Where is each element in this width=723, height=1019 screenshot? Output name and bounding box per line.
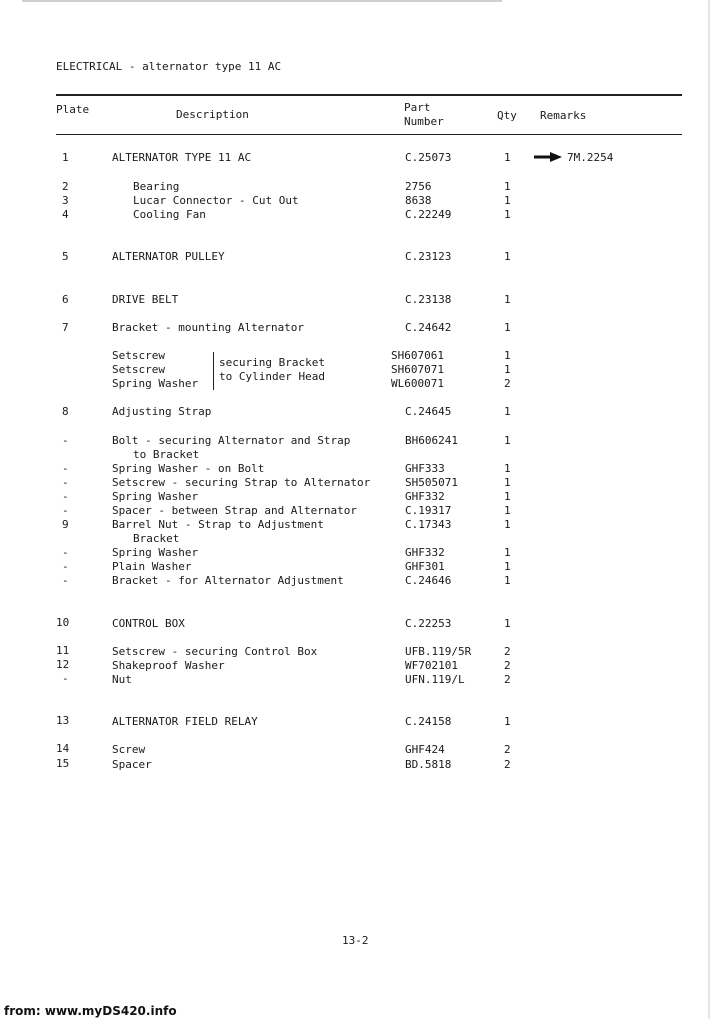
part-number: UFB.119/5R bbox=[405, 645, 472, 658]
description-continued: to Bracket bbox=[133, 448, 200, 461]
scan-edge-mark bbox=[708, 0, 710, 1019]
quantity: 1 bbox=[504, 434, 511, 447]
quantity: 2 bbox=[504, 758, 511, 771]
plate-number: - bbox=[62, 574, 69, 587]
plate-number: 4 bbox=[62, 208, 69, 221]
part-number: GHF424 bbox=[405, 743, 445, 756]
part-number: 8638 bbox=[405, 194, 432, 207]
plate-number: 12 bbox=[56, 658, 70, 671]
description: Spring Washer bbox=[112, 490, 199, 503]
quantity: 1 bbox=[504, 518, 511, 531]
description: Bearing bbox=[133, 180, 180, 193]
part-number: C.24646 bbox=[405, 574, 452, 587]
header-bottom-rule bbox=[56, 134, 682, 135]
part-number: BD.5818 bbox=[405, 758, 452, 771]
page-number: 13-2 bbox=[342, 934, 369, 947]
part-number: C.22249 bbox=[405, 208, 452, 221]
description: Spring Washer bbox=[112, 377, 199, 390]
quantity: 1 bbox=[504, 476, 511, 489]
part-number: C.24158 bbox=[405, 715, 452, 728]
col-header-remarks: Remarks bbox=[540, 109, 587, 122]
quantity: 1 bbox=[504, 462, 511, 475]
description: Adjusting Strap bbox=[112, 405, 212, 418]
quantity: 2 bbox=[504, 377, 511, 390]
description-continued: Bracket bbox=[133, 532, 180, 545]
scan-edge-mark bbox=[22, 0, 502, 2]
description: Barrel Nut - Strap to Adjustment bbox=[112, 518, 324, 531]
description: Screw bbox=[112, 743, 146, 756]
description: Spacer bbox=[112, 758, 152, 771]
plate-number: 8 bbox=[62, 405, 69, 418]
description: Setscrew bbox=[112, 349, 165, 362]
description: Spacer - between Strap and Alternator bbox=[112, 504, 358, 517]
quantity: 2 bbox=[504, 673, 511, 686]
col-header-part-number: Part bbox=[404, 101, 431, 114]
description: Setscrew - securing Strap to Alternator bbox=[112, 476, 371, 489]
part-number: C.19317 bbox=[405, 504, 452, 517]
quantity: 1 bbox=[504, 546, 511, 559]
part-number: C.17343 bbox=[405, 518, 452, 531]
part-number: SH505071 bbox=[405, 476, 458, 489]
quantity: 1 bbox=[504, 250, 511, 263]
quantity: 2 bbox=[504, 743, 511, 756]
description: Lucar Connector - Cut Out bbox=[133, 194, 299, 207]
plate-number: 2 bbox=[62, 180, 69, 193]
plate-number: 15 bbox=[56, 757, 70, 770]
grouping-bracket bbox=[213, 352, 214, 390]
quantity: 1 bbox=[504, 194, 511, 207]
quantity: 1 bbox=[504, 504, 511, 517]
part-number: GHF301 bbox=[405, 560, 445, 573]
part-number: WL600071 bbox=[391, 377, 444, 390]
quantity: 2 bbox=[504, 659, 511, 672]
page-title: ELECTRICAL - alternator type 11 AC bbox=[56, 60, 282, 73]
quantity: 1 bbox=[504, 490, 511, 503]
quantity: 1 bbox=[504, 715, 511, 728]
description: ALTERNATOR PULLEY bbox=[112, 250, 225, 263]
col-header-part-number: Number bbox=[404, 115, 444, 128]
col-header-description: Description bbox=[176, 108, 249, 121]
description: Bracket - mounting Alternator bbox=[112, 321, 305, 334]
description: Nut bbox=[112, 673, 132, 686]
plate-number: 11 bbox=[56, 644, 70, 657]
description: Setscrew bbox=[112, 363, 165, 376]
plate-number: - bbox=[62, 560, 69, 573]
plate-number: - bbox=[62, 476, 69, 489]
quantity: 1 bbox=[504, 560, 511, 573]
description: DRIVE BELT bbox=[112, 293, 179, 306]
part-number: C.24642 bbox=[405, 321, 452, 334]
quantity: 1 bbox=[504, 574, 511, 587]
part-number: SH607071 bbox=[391, 363, 444, 376]
plate-number: - bbox=[62, 546, 69, 559]
part-number: WF702101 bbox=[405, 659, 458, 672]
source-watermark: from: www.myDS420.info bbox=[4, 1004, 177, 1018]
description: CONTROL BOX bbox=[112, 617, 185, 630]
description: Setscrew - securing Control Box bbox=[112, 645, 318, 658]
plate-number: 1 bbox=[62, 151, 69, 164]
quantity: 1 bbox=[504, 180, 511, 193]
quantity: 2 bbox=[504, 645, 511, 658]
part-number: GHF332 bbox=[405, 490, 445, 503]
quantity: 1 bbox=[504, 208, 511, 221]
part-number: GHF332 bbox=[405, 546, 445, 559]
part-number: SH607061 bbox=[391, 349, 444, 362]
plate-number: 7 bbox=[62, 321, 69, 334]
part-number: GHF333 bbox=[405, 462, 445, 475]
col-header-qty: Qty bbox=[497, 109, 517, 122]
plate-number: - bbox=[62, 462, 69, 475]
description: Cooling Fan bbox=[133, 208, 206, 221]
quantity: 1 bbox=[504, 349, 511, 362]
description: Spring Washer bbox=[112, 546, 199, 559]
arrow-right-icon bbox=[534, 152, 562, 162]
quantity: 1 bbox=[504, 151, 511, 164]
part-number: C.24645 bbox=[405, 405, 452, 418]
plate-number: - bbox=[62, 504, 69, 517]
quantity: 1 bbox=[504, 293, 511, 306]
plate-number: 6 bbox=[62, 293, 69, 306]
bracket-note: securing Bracket bbox=[219, 356, 325, 369]
plate-number: 10 bbox=[56, 616, 70, 629]
col-header-plate: Plate bbox=[56, 103, 90, 116]
description: ALTERNATOR TYPE 11 AC bbox=[112, 151, 252, 164]
plate-number: - bbox=[62, 490, 69, 503]
quantity: 1 bbox=[504, 363, 511, 376]
description: Bolt - securing Alternator and Strap bbox=[112, 434, 351, 447]
part-number: UFN.119/L bbox=[405, 673, 465, 686]
part-number: BH606241 bbox=[405, 434, 458, 447]
header-top-rule bbox=[56, 94, 682, 96]
part-number: C.25073 bbox=[405, 151, 452, 164]
description: Spring Washer - on Bolt bbox=[112, 462, 265, 475]
bracket-note: to Cylinder Head bbox=[219, 370, 325, 383]
quantity: 1 bbox=[504, 321, 511, 334]
description: Bracket - for Alternator Adjustment bbox=[112, 574, 344, 587]
part-number: 2756 bbox=[405, 180, 432, 193]
description: ALTERNATOR FIELD RELAY bbox=[112, 715, 258, 728]
quantity: 1 bbox=[504, 617, 511, 630]
plate-number: 13 bbox=[56, 714, 70, 727]
plate-number: 9 bbox=[62, 518, 69, 531]
quantity: 1 bbox=[504, 405, 511, 418]
part-number: C.22253 bbox=[405, 617, 452, 630]
description: Plain Washer bbox=[112, 560, 192, 573]
plate-number: 3 bbox=[62, 194, 69, 207]
plate-number: 5 bbox=[62, 250, 69, 263]
plate-number: - bbox=[62, 434, 69, 447]
part-number: C.23138 bbox=[405, 293, 452, 306]
remark: 7M.2254 bbox=[567, 151, 614, 164]
plate-number: 14 bbox=[56, 742, 70, 755]
part-number: C.23123 bbox=[405, 250, 452, 263]
plate-number: - bbox=[62, 672, 69, 685]
description: Shakeproof Washer bbox=[112, 659, 225, 672]
